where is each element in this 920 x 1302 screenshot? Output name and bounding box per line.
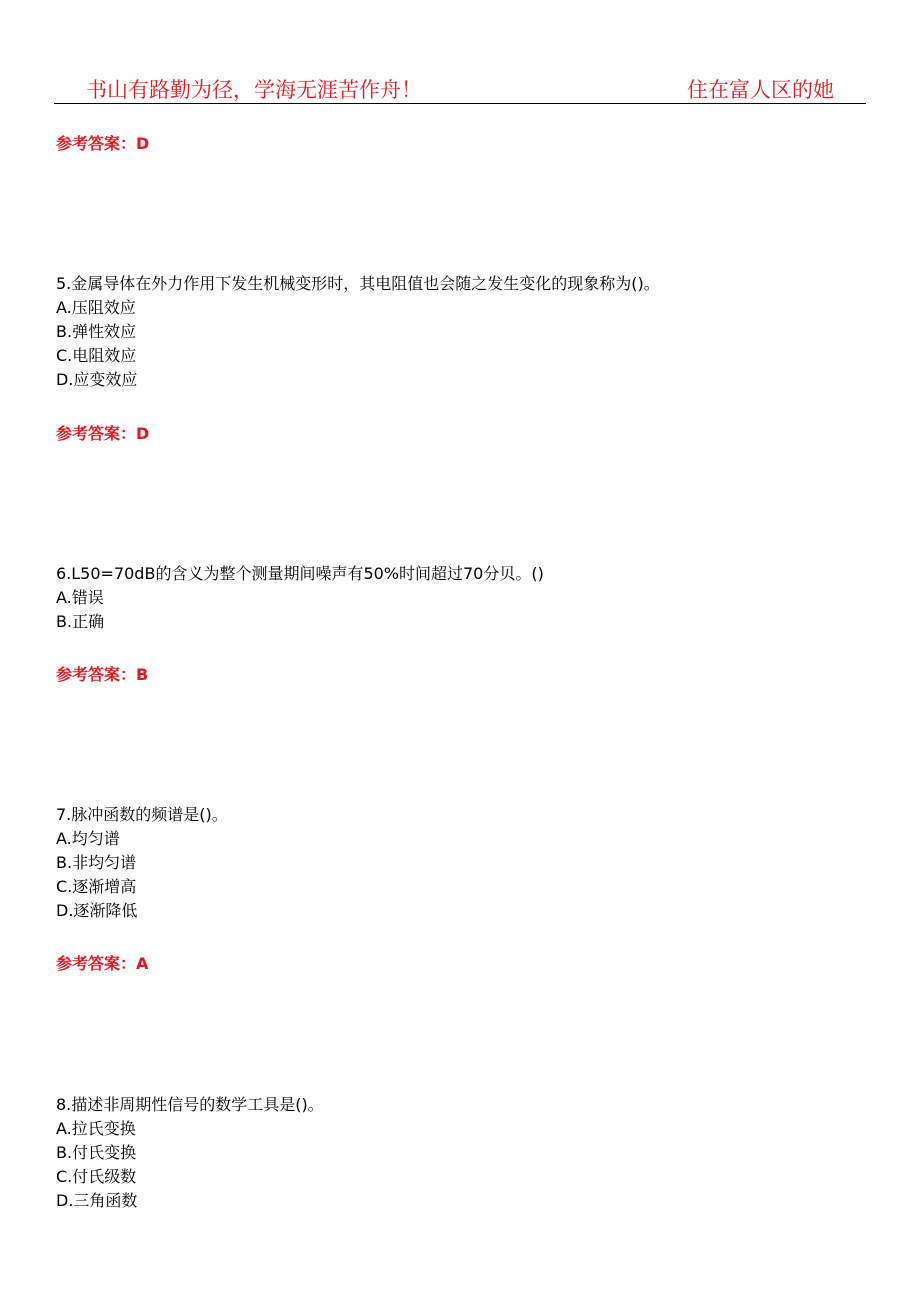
option-c: C.逐渐增高	[56, 877, 137, 896]
header-motto: 书山有路勤为径，学海无涯苦作舟！	[86, 78, 422, 102]
option-c: C.电阻效应	[56, 346, 137, 365]
option-a: A.错误	[56, 588, 104, 607]
option-a: A.压阻效应	[56, 298, 136, 317]
option-d: D.三角函数	[56, 1191, 138, 1210]
option-d: D.逐渐降低	[56, 901, 138, 920]
answer-label-7: 参考答案：A	[56, 954, 149, 973]
question-5	[56, 272, 660, 392]
answer-label-4: 参考答案：D	[56, 134, 150, 153]
question-stem: 6.L50=70dB的含义为整个测量期间噪声有50%时间超过70分贝。()	[56, 564, 544, 583]
page-header	[54, 70, 866, 104]
header-author: 住在富人区的她	[687, 78, 834, 102]
option-b: B.非均匀谱	[56, 853, 137, 872]
option-b: B.付氏变换	[56, 1143, 137, 1162]
option-b: B.弹性效应	[56, 322, 137, 341]
option-b: B.正确	[56, 612, 105, 631]
option-d: D.应变效应	[56, 370, 138, 389]
question-8	[56, 1093, 324, 1213]
question-stem: 8.描述非周期性信号的数学工具是()。	[56, 1095, 324, 1114]
option-a: A.拉氏变换	[56, 1119, 136, 1138]
option-a: A.均匀谱	[56, 829, 120, 848]
question-stem: 5.金属导体在外力作用下发生机械变形时，其电阻值也会随之发生变化的现象称为()。	[56, 274, 660, 293]
option-c: C.付氏级数	[56, 1167, 137, 1186]
question-6	[56, 562, 544, 634]
question-stem: 7.脉冲函数的频谱是()。	[56, 805, 228, 824]
question-7	[56, 803, 228, 923]
answer-label-5: 参考答案：D	[56, 424, 150, 443]
answer-label-6: 参考答案：B	[56, 665, 149, 684]
